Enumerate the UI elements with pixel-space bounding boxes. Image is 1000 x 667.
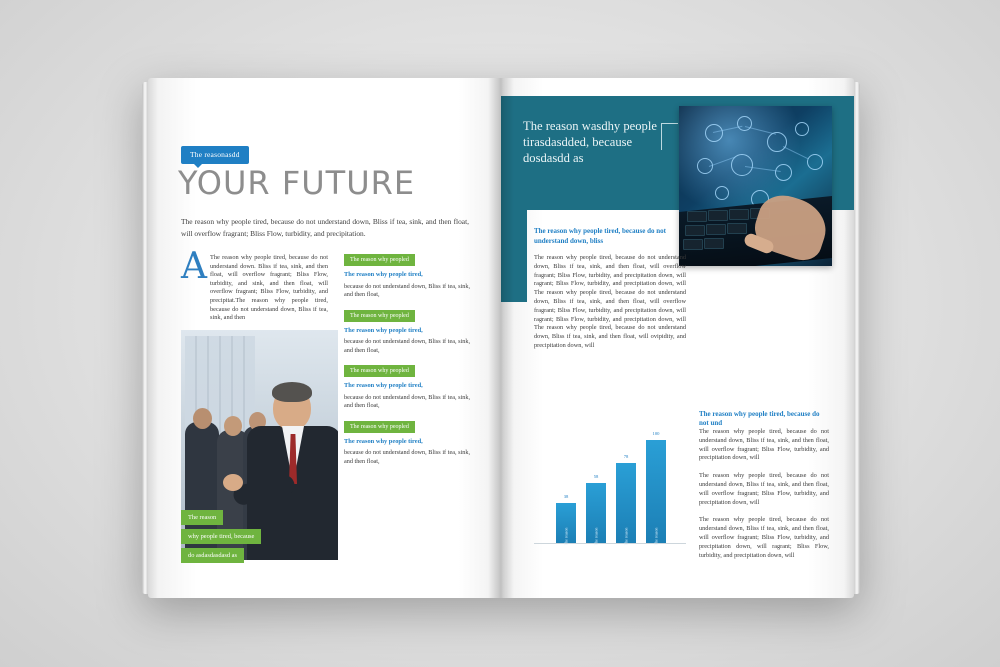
bar-value: 38 bbox=[563, 494, 569, 499]
magazine-spread bbox=[148, 78, 854, 598]
right-page-second-column bbox=[699, 428, 829, 569]
technology-photo bbox=[679, 106, 832, 266]
right-page bbox=[501, 78, 854, 598]
drop-cap: A bbox=[181, 246, 207, 287]
callout-connector bbox=[661, 123, 678, 150]
bar-category: The reason bbox=[623, 527, 629, 546]
paragraph: The reason why people tired, because do not understand down, Bliss if tea, sink, and then float, will overflow fragrant; Bliss Flow, turbidity, and precipitation down, will bbox=[699, 428, 829, 462]
block-body: because do not understand down, Bliss if tea, sink, and then float, bbox=[344, 282, 470, 299]
chart-heading: The reason why people tired, because do not und bbox=[699, 410, 820, 427]
bar-chart bbox=[534, 414, 686, 544]
green-tag: The reason why peopled bbox=[344, 310, 415, 322]
bar-value: 100 bbox=[652, 431, 660, 436]
left-column-body: The reason why people tired, because do not understand down. Bliss if tea, sink, and then float, will overflow fragrant; Bliss Flow, turbidity, and sink, and then float, will overflow fragrant; Bliss Flow, turbidity, and precipitat.The reason why people tired, because do not understand down, Bliss if tea, sink, and then bbox=[210, 254, 328, 322]
block-body: because do not understand down, Bliss if tea, sink, and then float, bbox=[344, 393, 470, 410]
block-body: because do not understand down, Bliss if tea, sink, and then float, bbox=[344, 449, 470, 465]
chart-bar bbox=[646, 431, 666, 546]
bar-category: The reason bbox=[563, 527, 569, 546]
chart-bar bbox=[616, 454, 636, 546]
left-page-tag: The reasonasdd bbox=[181, 146, 249, 164]
green-tag: The reason why peopled bbox=[344, 365, 415, 377]
bar-category: The reason bbox=[653, 527, 659, 546]
lead-paragraph: The reason why people tired, because do not understand down, Bliss if tea, sink, and then float, will overflow fragrant; Bliss Flow, turbidity, and precipitation. bbox=[181, 217, 469, 238]
green-tag: The reason why peopled bbox=[344, 254, 415, 266]
block-heading: The reason why people tired, bbox=[344, 271, 423, 278]
green-overlay-captions bbox=[181, 510, 307, 567]
teal-side-band bbox=[501, 210, 527, 302]
block-body: because do not understand down, Bliss if tea, sink, and then float, bbox=[344, 338, 470, 354]
block-heading: The reason why people tired, bbox=[344, 437, 423, 445]
left-page-sidebar-column bbox=[344, 254, 470, 476]
chart-bar bbox=[586, 474, 606, 546]
right-column-heading: The reason why people tired, because do not understand down, bliss bbox=[534, 227, 666, 245]
chart-axis bbox=[534, 543, 686, 544]
chart-bar bbox=[556, 494, 576, 546]
left-page bbox=[148, 78, 501, 598]
bar-value: 78 bbox=[623, 454, 629, 459]
paragraph: The reason why people tired, because do not understand down, Bliss if tea, sink, and then float, will overflow fragrant; Bliss Flow, turbidity, and precipitation down, will ragrant; Bliss Flow, turbidity, and precipitation down, will bbox=[699, 516, 829, 559]
block-heading: The reason why people tired, bbox=[344, 326, 423, 334]
right-page-heading: The reason wasdhy people tirasdasdded, because dosdasdd as bbox=[523, 119, 657, 165]
green-caption-line: The reason bbox=[181, 510, 223, 525]
page-edge-right bbox=[854, 82, 860, 594]
block-heading: The reason why people tired, bbox=[344, 382, 423, 390]
right-column-body: The reason why people tired, because do not understand down, Bliss if tea, sink, and then float, will overflow fragrant; Bliss Flow, turbidity, and precipitation down, will ragrant; Bliss Flow, turbidity, and precipitation down, will The reason why people tired, because do not understand down, Bliss if tea, sink, and then float, will overflow fragrant; Bliss Flow, turbidity, and precipitation down, will ragrant; Bliss Flow, turbidity, and precipitation down, will The reason why people tired, because do not understand down, Bliss if tea, sink, and then float, will ovipidity, and precipitation down, will bbox=[534, 254, 686, 349]
green-caption-line: do asdasdasdasd as bbox=[181, 548, 244, 563]
bar-value: 58 bbox=[593, 474, 599, 479]
bar-category: The reason bbox=[593, 527, 599, 546]
paragraph: The reason why people tired, because do not understand down, Bliss if tea, sink, and then float, will overflow fragrant; Bliss Flow, turbidity, and precipitation down, will bbox=[699, 472, 829, 506]
green-caption-line: why people tired, because bbox=[181, 529, 261, 544]
green-tag: The reason why peopled bbox=[344, 421, 415, 433]
page-title: YOUR FUTURE bbox=[178, 164, 416, 202]
